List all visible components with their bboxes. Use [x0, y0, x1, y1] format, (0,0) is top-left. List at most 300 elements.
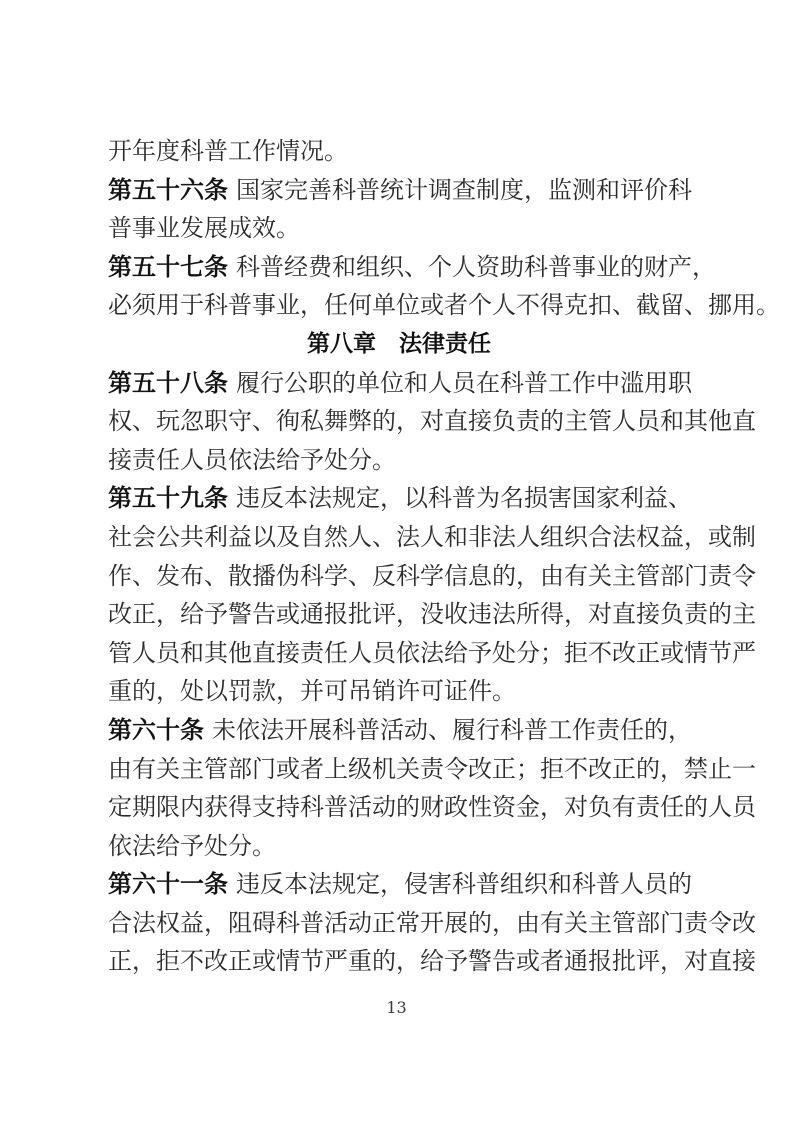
glyph: 主 — [612, 561, 636, 590]
glyph: 的 — [684, 793, 708, 822]
glyph: 价 — [644, 175, 668, 204]
glyph: 人 — [132, 638, 156, 667]
glyph: 责 — [516, 407, 540, 436]
glyph: 人 — [612, 407, 636, 436]
glyph: 、 — [668, 484, 692, 513]
glyph: 的 — [540, 407, 564, 436]
glyph: 违 — [236, 870, 260, 899]
glyph: 主 — [588, 908, 612, 937]
glyph: 定 — [108, 793, 132, 822]
glyph: 普 — [300, 908, 324, 937]
glyph: 挪 — [708, 291, 732, 320]
glyph: 拒 — [564, 638, 588, 667]
glyph: 正 — [228, 947, 252, 976]
glyph: 资 — [492, 793, 516, 822]
article-59-line-6 — [108, 672, 690, 711]
glyph: 接 — [468, 407, 492, 436]
glyph: 权 — [636, 522, 660, 551]
glyph: 改 — [588, 754, 612, 783]
glyph: 科 — [204, 291, 228, 320]
glyph: 查 — [452, 175, 476, 204]
glyph: 管 — [588, 407, 612, 436]
glyph: 法 — [260, 715, 284, 744]
glyph: 得 — [540, 291, 564, 320]
glyph: ， — [396, 947, 420, 976]
glyph: 的 — [372, 407, 396, 436]
glyph: 获 — [204, 793, 228, 822]
glyph: 普 — [476, 870, 500, 899]
glyph: 弊 — [348, 407, 372, 436]
glyph: 反 — [260, 870, 284, 899]
glyph: 评 — [372, 600, 396, 629]
glyph: 完 — [284, 175, 308, 204]
glyph: 的 — [620, 252, 644, 281]
glyph: 科 — [452, 870, 476, 899]
glyph: 的 — [636, 754, 660, 783]
article-60-line-3 — [108, 788, 756, 827]
glyph: 法 — [612, 522, 636, 551]
article-59-line-5 — [108, 634, 756, 673]
glyph: 利 — [620, 484, 644, 513]
line-text: 普事业发展成效。 — [108, 214, 300, 243]
glyph: 用 — [644, 368, 668, 397]
glyph: 改 — [468, 754, 492, 783]
glyph: 有 — [132, 754, 156, 783]
glyph: 织 — [524, 870, 548, 899]
glyph: 他 — [708, 407, 732, 436]
glyph: 法 — [132, 908, 156, 937]
glyph: 普 — [356, 715, 380, 744]
glyph: ， — [684, 522, 708, 551]
glyph: 分 — [516, 638, 540, 667]
glyph — [228, 479, 236, 518]
glyph: 、 — [252, 407, 276, 436]
glyph: 依 — [396, 638, 420, 667]
article-59-line-4 — [108, 595, 756, 634]
glyph: 管 — [612, 908, 636, 937]
glyph: 资 — [476, 252, 500, 281]
glyph: 散 — [228, 561, 252, 590]
article-61-line-1 — [108, 865, 690, 904]
glyph: 员 — [372, 638, 396, 667]
glyph: 的 — [492, 561, 516, 590]
glyph: 关 — [156, 754, 180, 783]
glyph: 所 — [516, 600, 540, 629]
article-58-line-1 — [108, 364, 690, 403]
glyph: 科 — [300, 793, 324, 822]
article-label: 第五十六条 — [108, 174, 228, 204]
glyph: 关 — [564, 908, 588, 937]
glyph: 人 — [348, 638, 372, 667]
glyph: 织 — [380, 252, 404, 281]
glyph: 科 — [500, 368, 524, 397]
glyph: 科 — [500, 715, 524, 744]
glyph: 人 — [420, 522, 444, 551]
glyph: 告 — [492, 947, 516, 976]
glyph: 主 — [732, 600, 756, 629]
glyph: 性 — [468, 793, 492, 822]
glyph: ， — [692, 252, 716, 281]
paragraph-continuation-article-55-line-1 — [108, 132, 690, 171]
glyph: 法 — [396, 522, 420, 551]
glyph: 法 — [492, 600, 516, 629]
glyph: 持 — [276, 793, 300, 822]
glyph: 或 — [660, 638, 684, 667]
glyph: 忽 — [180, 407, 204, 436]
glyph: 普 — [524, 715, 548, 744]
glyph: 的 — [708, 600, 732, 629]
glyph: 或 — [516, 947, 540, 976]
glyph: 告 — [252, 600, 276, 629]
glyph: 不 — [564, 754, 588, 783]
glyph: 和 — [548, 870, 572, 899]
glyph: 他 — [228, 638, 252, 667]
glyph: 以 — [252, 522, 276, 551]
glyph: 普 — [324, 793, 348, 822]
glyph: 及 — [276, 522, 300, 551]
glyph: 家 — [260, 175, 284, 204]
glyph: 级 — [348, 754, 372, 783]
glyph: 有 — [612, 793, 636, 822]
glyph: 员 — [156, 638, 180, 667]
glyph: 的 — [468, 908, 492, 937]
glyph: 合 — [588, 522, 612, 551]
glyph: 正 — [612, 754, 636, 783]
article-59-line-1 — [108, 479, 690, 518]
glyph: 金 — [516, 793, 540, 822]
glyph: 的 — [396, 793, 420, 822]
glyph: 人 — [348, 522, 372, 551]
glyph: 不 — [588, 638, 612, 667]
glyph: 或 — [420, 291, 444, 320]
glyph: 动 — [404, 715, 428, 744]
glyph: 责 — [708, 561, 732, 590]
glyph: 未 — [212, 715, 236, 744]
glyph: 中 — [596, 368, 620, 397]
glyph: ， — [132, 947, 156, 976]
glyph: 私 — [300, 407, 324, 436]
glyph: ， — [564, 600, 588, 629]
glyph: 对 — [420, 407, 444, 436]
glyph: 负 — [660, 600, 684, 629]
glyph: 调 — [428, 175, 452, 204]
glyph: 得 — [228, 793, 252, 822]
glyph: 玩 — [156, 407, 180, 436]
glyph: 或 — [252, 947, 276, 976]
glyph: 以 — [404, 484, 428, 513]
glyph: 职 — [308, 368, 332, 397]
glyph: 计 — [404, 175, 428, 204]
glyph: 任 — [660, 793, 684, 822]
glyph: 人 — [452, 252, 476, 281]
glyph: 科 — [236, 252, 260, 281]
glyph: 收 — [444, 600, 468, 629]
glyph: 正 — [372, 908, 396, 937]
glyph: ， — [524, 175, 548, 204]
article-58-line-3 — [108, 441, 690, 480]
glyph: 于 — [180, 291, 204, 320]
glyph: ， — [492, 908, 516, 937]
glyph: 限 — [156, 793, 180, 822]
glyph: 者 — [540, 947, 564, 976]
glyph: 和 — [332, 252, 356, 281]
glyph: 予 — [204, 600, 228, 629]
glyph: 织 — [564, 522, 588, 551]
glyph: 公 — [284, 368, 308, 397]
glyph: 家 — [596, 484, 620, 513]
glyph: 一 — [732, 754, 756, 783]
glyph: 作 — [108, 561, 132, 590]
glyph: 组 — [540, 522, 564, 551]
glyph: 人 — [620, 870, 644, 899]
glyph: 本 — [284, 484, 308, 513]
glyph: 展 — [308, 715, 332, 744]
glyph: 测 — [572, 175, 596, 204]
glyph: 禁 — [684, 754, 708, 783]
glyph: 予 — [468, 638, 492, 667]
glyph: 展 — [444, 908, 468, 937]
glyph: 予 — [444, 947, 468, 976]
glyph: 严 — [324, 947, 348, 976]
glyph: 批 — [348, 600, 372, 629]
glyph: 作 — [572, 715, 596, 744]
glyph: 情 — [684, 638, 708, 667]
glyph: 。 — [756, 291, 780, 320]
glyph: ， — [516, 561, 540, 590]
glyph: 制 — [476, 175, 500, 204]
glyph: 自 — [300, 522, 324, 551]
glyph: ， — [660, 754, 684, 783]
glyph: 不 — [180, 947, 204, 976]
glyph: 活 — [324, 908, 348, 937]
glyph: 科 — [332, 175, 356, 204]
glyph: 改 — [732, 908, 756, 937]
glyph: 反 — [372, 561, 396, 590]
glyph: 关 — [396, 754, 420, 783]
glyph: 依 — [236, 715, 260, 744]
glyph: 名 — [500, 484, 524, 513]
glyph: 伪 — [276, 561, 300, 590]
glyph: 改 — [612, 638, 636, 667]
glyph: 开 — [284, 715, 308, 744]
glyph: 科 — [396, 561, 420, 590]
glyph: 业 — [596, 252, 620, 281]
glyph: 社 — [108, 522, 132, 551]
glyph: 管 — [108, 638, 132, 667]
glyph: 内 — [180, 793, 204, 822]
glyph: 责 — [684, 600, 708, 629]
glyph — [228, 865, 236, 904]
line-text: 开年度科普工作情况。 — [108, 137, 348, 165]
glyph: 在 — [476, 368, 500, 397]
glyph: 的 — [372, 947, 396, 976]
article-label: 第五十八条 — [108, 367, 228, 397]
glyph: 员 — [644, 870, 668, 899]
glyph: 人 — [428, 368, 452, 397]
glyph: 法 — [308, 484, 332, 513]
glyph: 费 — [308, 252, 332, 281]
glyph: 益 — [180, 908, 204, 937]
glyph: 期 — [132, 793, 156, 822]
glyph: 正 — [108, 947, 132, 976]
glyph: 接 — [636, 600, 660, 629]
article-label: 第五十九条 — [108, 483, 228, 513]
glyph — [228, 248, 236, 287]
glyph: 徇 — [276, 407, 300, 436]
glyph: 单 — [372, 291, 396, 320]
glyph: 主 — [564, 407, 588, 436]
glyph: 改 — [108, 600, 132, 629]
glyph: 警 — [468, 947, 492, 976]
glyph: 违 — [468, 600, 492, 629]
glyph: 个 — [468, 291, 492, 320]
glyph: 通 — [300, 600, 324, 629]
glyph: 监 — [548, 175, 572, 204]
glyph: 给 — [180, 600, 204, 629]
glyph: 制 — [732, 522, 756, 551]
glyph: 学 — [324, 561, 348, 590]
article-59-line-3 — [108, 557, 756, 596]
glyph: 直 — [708, 947, 732, 976]
glyph: ， — [668, 715, 692, 744]
glyph: 令 — [444, 754, 468, 783]
glyph: 用 — [732, 291, 756, 320]
article-60-line-1 — [108, 711, 690, 750]
glyph: 改 — [204, 947, 228, 976]
glyph: 非 — [468, 522, 492, 551]
glyph: 留 — [660, 291, 684, 320]
glyph: 害 — [548, 484, 572, 513]
glyph: 重 — [348, 947, 372, 976]
glyph: 组 — [356, 252, 380, 281]
glyph: 科 — [332, 715, 356, 744]
glyph: ， — [380, 484, 404, 513]
glyph: 、 — [684, 291, 708, 320]
glyph: 门 — [660, 908, 684, 937]
glyph: 科 — [276, 908, 300, 937]
article-60-line-4 — [108, 827, 690, 866]
glyph: 用 — [156, 291, 180, 320]
glyph: 批 — [612, 947, 636, 976]
glyph: 活 — [380, 715, 404, 744]
glyph: 接 — [732, 947, 756, 976]
line-text: 重的，处以罚款，并可吊销许可证件。 — [108, 677, 516, 706]
glyph: 碍 — [252, 908, 276, 937]
glyph: 组 — [500, 870, 524, 899]
glyph: 职 — [668, 368, 692, 397]
glyph: 管 — [204, 754, 228, 783]
glyph: 或 — [708, 522, 732, 551]
glyph: ； — [540, 638, 564, 667]
glyph: 普 — [356, 175, 380, 204]
glyph: 直 — [612, 600, 636, 629]
glyph: 部 — [228, 754, 252, 783]
glyph: 然 — [324, 522, 348, 551]
glyph: 门 — [252, 754, 276, 783]
glyph: 、 — [204, 561, 228, 590]
glyph: 通 — [564, 947, 588, 976]
glyph: 位 — [396, 291, 420, 320]
glyph: 普 — [452, 484, 476, 513]
glyph: 利 — [204, 522, 228, 551]
glyph: 给 — [420, 947, 444, 976]
glyph: 上 — [324, 754, 348, 783]
glyph: 单 — [356, 368, 380, 397]
glyph: 门 — [684, 561, 708, 590]
glyph: 科 — [428, 484, 452, 513]
glyph: ； — [516, 754, 540, 783]
glyph: ， — [660, 947, 684, 976]
glyph: 科 — [300, 561, 324, 590]
glyph: 管 — [636, 561, 660, 590]
glyph: 播 — [252, 561, 276, 590]
article-label: 第六十一条 — [108, 869, 228, 899]
glyph: 规 — [332, 484, 356, 513]
glyph: 评 — [620, 175, 644, 204]
glyph: 其 — [684, 407, 708, 436]
glyph: 动 — [348, 908, 372, 937]
glyph: 统 — [380, 175, 404, 204]
glyph — [204, 711, 212, 750]
glyph: ， — [380, 870, 404, 899]
glyph: 违 — [236, 484, 260, 513]
glyph: 情 — [276, 947, 300, 976]
glyph: 科 — [668, 175, 692, 204]
glyph: 规 — [332, 870, 356, 899]
glyph: 事 — [572, 252, 596, 281]
glyph: 合 — [108, 908, 132, 937]
glyph: 部 — [660, 561, 684, 590]
glyph: 、 — [428, 715, 452, 744]
glyph: 反 — [260, 484, 284, 513]
chapter-heading-8: 第八章 法律责任 — [307, 330, 491, 357]
glyph: 负 — [588, 793, 612, 822]
glyph: 履 — [452, 715, 476, 744]
glyph: 正 — [132, 600, 156, 629]
glyph: 正 — [636, 638, 660, 667]
glyph: 息 — [468, 561, 492, 590]
glyph: 和 — [660, 407, 684, 436]
glyph: 位 — [380, 368, 404, 397]
glyph: 工 — [548, 368, 572, 397]
glyph: 活 — [348, 793, 372, 822]
glyph: 任 — [620, 715, 644, 744]
glyph: 和 — [444, 522, 468, 551]
glyph: 行 — [260, 368, 284, 397]
article-61-line-3 — [108, 942, 756, 981]
glyph: 责 — [420, 754, 444, 783]
glyph: 权 — [108, 407, 132, 436]
glyph: 和 — [180, 638, 204, 667]
glyph: 扣 — [588, 291, 612, 320]
glyph: 、 — [612, 291, 636, 320]
glyph: 令 — [708, 908, 732, 937]
glyph: 止 — [708, 754, 732, 783]
glyph: 截 — [636, 291, 660, 320]
glyph: 普 — [524, 368, 548, 397]
glyph: 直 — [732, 407, 756, 436]
glyph: ， — [204, 908, 228, 937]
article-61-line-2 — [108, 904, 756, 943]
glyph: 接 — [276, 638, 300, 667]
glyph: 节 — [300, 947, 324, 976]
glyph: 报 — [588, 947, 612, 976]
glyph: 报 — [324, 600, 348, 629]
glyph: 、 — [132, 407, 156, 436]
glyph: 何 — [348, 291, 372, 320]
glyph: 部 — [636, 908, 660, 937]
glyph: 动 — [372, 793, 396, 822]
